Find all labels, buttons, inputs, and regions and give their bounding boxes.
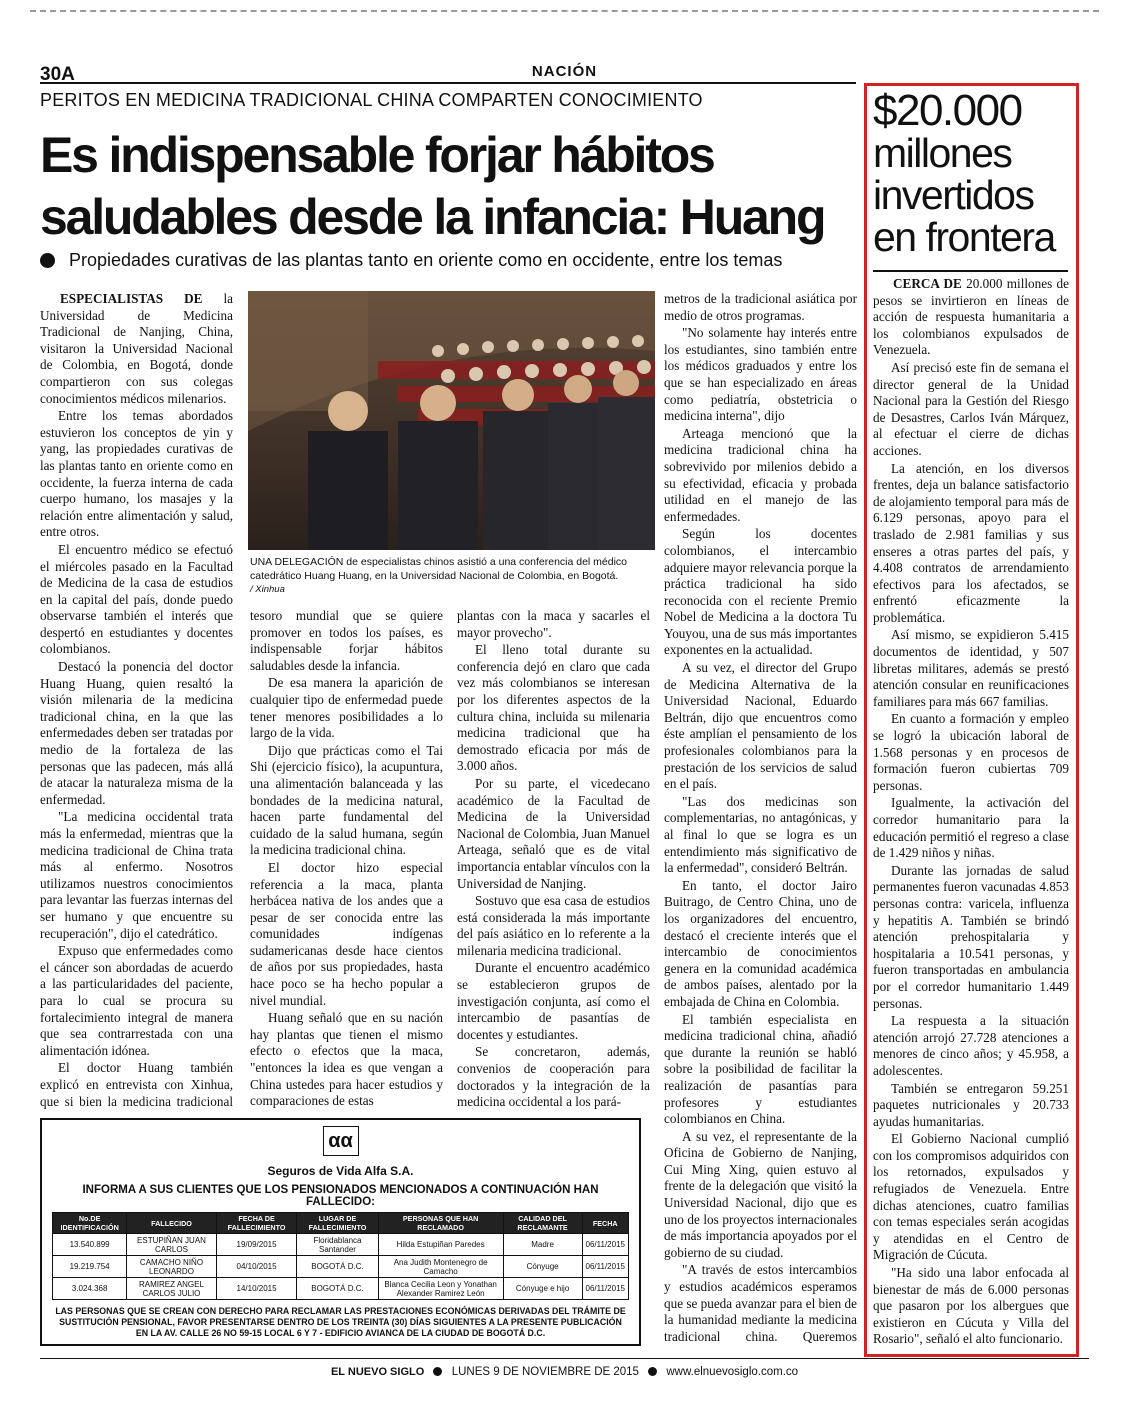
footer-rule <box>40 1358 1089 1359</box>
table-row <box>53 1278 629 1300</box>
article-photo <box>248 291 655 550</box>
paragraph: Se concretaron, además, convenios de cooperación para doctorados y la integración de la medicina occidental a los pará- <box>457 1044 650 1110</box>
paragraph: Por su parte, el vicedecano académico de la Facultad de Medicina de la Universidad Nacional de Colombia, Juan Manuel Arteaga, señaló que es de vital importancia entablar vínculos con la Universidad de Nanjing. <box>457 775 650 891</box>
ad-footer-note: LAS PERSONAS QUE SE CREAN CON DERECHO PARA RECLAMAR LAS PRESTACIONES ECONÓMICAS DERIVADAS DEL TRÁMITE DE SUSTITUCIÓN PENSIONAL, FAVOR PRESENTARSE DENTRO DE LOS TREINTA (30) DÍAS SIGUIENTES A LA PRESENTE PUBLICACIÓN EN LA AV. CALLE 26 NO 59-15 LOCAL 6 Y 7 - EDIFICIO AVIANCA DE LA CIUDAD DE BOGOTÁ D.C. <box>55 1306 626 1338</box>
paragraph <box>40 291 233 407</box>
column-header: PERSONAS QUE HAN RECLAMADO <box>378 1213 503 1234</box>
table-cell: 06/11/2015 <box>582 1234 629 1256</box>
table-cell: 06/11/2015 <box>582 1256 629 1278</box>
paragraph: En cuanto a formación y empleo se logró la ubicación laboral de 1.568 personas y en procesos de formación fueron cubiertas 709 personas. <box>873 711 1069 793</box>
paragraph <box>873 276 1069 359</box>
table-cell: Cónyuge <box>503 1256 582 1278</box>
bullet-icon <box>40 253 55 268</box>
article-column-1 <box>40 291 233 1111</box>
sidebar-title-line: en frontera <box>873 214 1055 260</box>
table-cell: 04/10/2015 <box>216 1256 297 1278</box>
table-cell: 19/09/2015 <box>216 1234 297 1256</box>
bullet-icon <box>648 1367 657 1376</box>
paragraph: Huang señaló que en su nación hay plantas que tienen el mismo efecto o efectos que la maca, "entonces la idea es que vengan a China ustedes para hacer estudios y comparaciones de estas <box>250 1010 443 1109</box>
paragraph: "Las dos medicinas son complementarias, no antagónicas, y al final lo que se logra es un entendimiento más significativo de la enfermedad", consideró Beltrán. <box>664 793 857 876</box>
sidebar-title-amount: $20.000 <box>873 86 1022 135</box>
sidebar-rule <box>873 270 1068 272</box>
sidebar-title-line: invertidos <box>873 172 1034 218</box>
paragraph: El doctor hizo especial referencia a la maca, planta herbácea nativa de los andes que a pesar de ser conocida entre las comunidades indígenas sudamericanas desde hace cientos de años por sus propiedades, hasta hace poco se ha hecho popular a nivel mundial. <box>250 859 443 1008</box>
paragraph: Durante el encuentro académico se establecieron grupos de investigación conjunta, así como el intercambio de pasantías de docentes y estudiantes. <box>457 960 650 1042</box>
paragraph: plantas con la maca y sacarles el mayor provecho". <box>457 608 650 640</box>
paragraph: "No solamente hay interés entre los estudiantes, sino también entre los médicos graduados y entre los que se han especializado en áreas como pediatría, obstetricia o medicina interna", dijo <box>664 325 857 424</box>
page-footer <box>0 1366 1129 1378</box>
table-cell: CAMACHO NIÑO LEONARDO <box>127 1256 216 1278</box>
paragraph: Destacó la ponencia del doctor Huang Huang, quien resaltó la visión milenaria de la medicina tradicional china, en la que las enfermedades deben ser tratadas por medio de la fortaleza de las personas que las padecen, más allá de atacar la naturaleza misma de la enfermedad. <box>40 659 233 807</box>
paragraph: También se entregaron 59.251 paquetes nutricionales y 20.733 ayudas humanitarias. <box>873 1080 1069 1129</box>
paragraph: Dijo que prácticas como el Tai Shi (ejercicio físico), la acupuntura, una alimentación balanceada y las bondades de la medicina natural, hacen parte fundamental del cuidado de la salud humana, según la medicina tradicional china. <box>250 742 443 858</box>
paragraph: A su vez, el representante de la Oficina de Gobierno de Nanjing, Cui Ming Xing, quien estuvo al frente de la delegación que visitó la Universidad Nacional, dijo que es uno de los proyectos internacionales de más importancia apoyados por el gobierno de su ciudad. <box>664 1128 857 1260</box>
table-cell: Cónyuge e hijo <box>503 1278 582 1300</box>
column-header: FECHA <box>582 1213 629 1234</box>
paragraph: El Gobierno Nacional cumplió con los compromisos adquiridos con los retornados, expulsados y refugiados de Venezuela. Entre dichas atenciones, cuatro familias con temas especiales serán acogidas y atendidas en el Centro de Migración de Cúcuta. <box>873 1131 1069 1263</box>
photo-caption <box>250 555 655 597</box>
paragraph: La atención, en los diversos frentes, deja un balance satisfactorio de alojamiento temporal para más de 6.129 personas, apoyo para el traslado de 2.981 familias y sus enseres a otras partes del país, y 4.408 contratos de arrendamiento efectivos para los afectados, se enfrentó eficazmente la problemática. <box>873 460 1069 625</box>
alfa-logo-icon: αα <box>323 1126 359 1156</box>
table-cell: ESTUPIÑAN JUAN CARLOS <box>127 1234 216 1256</box>
table-cell: Blanca Cecilia Leon y Yonathan Alexander Ramirez León <box>378 1278 503 1300</box>
website-url: www.elnuevosiglo.com.co <box>666 1366 799 1378</box>
column-header: No.DE IDENTIFICACIÓN <box>53 1213 127 1234</box>
ad-company-name: Seguros de Vida Alfa S.A. <box>267 1164 414 1178</box>
lead-text: 20.000 millones de pesos se invirtieron en líneas de acción de respuesta humanitaria a los colombianos expulsados de Venezuela. <box>873 276 1069 358</box>
paragraph: "A través de estos intercambios y estudios académicos esperamos que se pueda avanzar para el bien de la humanidad mediante la medicina tradicional china. Queremos <box>664 1262 857 1344</box>
paragraph: tesoro mundial que se quiere promover en todos los países, es indispensable forjar hábitos saludables desde la infancia. <box>250 608 443 673</box>
lead-text: la Universidad de Medicina Tradicional de Nanjing, China, visitaron la Universidad Nacional de Colombia, en Bogotá, donde compartieron con sus colegas conocimientos médicos milenarios. <box>40 291 233 406</box>
table-header-row <box>53 1213 629 1234</box>
paragraph: "Ha sido una labor enfocada al bienestar de más de 6.000 personas que pasaron por los albergues que existieron en Cúcuta y Villa del Rosario", señaló el alto funcionario. <box>873 1265 1069 1347</box>
bullet-icon <box>433 1367 442 1376</box>
photo-credit: / Xinhua <box>250 584 285 595</box>
table-cell: BOGOTÁ D.C. <box>297 1278 378 1300</box>
paragraph: Según los docentes colombianos, el intercambio adquiere mayor relevancia porque la práctica tradicional ha sido reconocida con el reciente Premio Nobel de Medicina a la doctora Tu Youyou, una de sus más importantes exponentes en la actualidad. <box>664 526 857 658</box>
deceased-table <box>52 1212 629 1300</box>
paragraph: El lleno total durante su conferencia dejó en claro que cada vez más colombianos se interesan por los diferentes aspectos de la cultura china, incluida su milenaria medicina tradicional que ha demostrado eficacia por más de 3.000 años. <box>457 642 650 774</box>
table-cell: RAMIREZ ANGEL CARLOS JULIO <box>127 1278 216 1300</box>
column-header: LUGAR DE FALLECIMIENTO <box>297 1213 378 1234</box>
paragraph: Así mismo, se expidieron 5.415 documentos de identidad, y 507 libretas militares, además se prestó atención consular en reunificaciones familiares para más 667 familias. <box>873 627 1069 709</box>
conference-audience-image <box>248 291 655 550</box>
sidebar-title-line: millones <box>873 130 1012 176</box>
article-column-4 <box>664 291 857 1346</box>
column-header: CALIDAD DEL RECLAMANTE <box>503 1213 582 1234</box>
paragraph: La respuesta a la situación atención arrojó 27.728 atenciones a menores de cinco años; y 45.958, a adolescentes. <box>873 1013 1069 1078</box>
paragraph: "La medicina occidental trata más la enfermedad, mientras que la medicina tradicional de China trata más al enfermo. Nosotros utilizamos nuestros conocimientos para levantar las fuerzas internas del ser humano y que encuentre su recuperación", dijo el catedrático. <box>40 809 233 941</box>
page-top-divider <box>30 10 1099 12</box>
paragraph: Arteaga mencionó que la medicina tradicional china ha sobrevivido por milenios debido a su efectividad, eficacia y probada utilidad en el manejo de las enfermedades. <box>664 425 857 524</box>
paragraph: Durante las jornadas de salud permanentes fueron vacunadas 4.853 personas contra: varicela, influenza y hepatitis A. También se brindó atención prehospitalaria y hospitalaria a 10.541 personas, y fueron transportadas en ambulancia por el corredor humanitario 1.449 personas. <box>873 862 1069 1011</box>
table-cell: 06/11/2015 <box>582 1278 629 1300</box>
paragraph: El doctor Huang también explicó en entrevista con Xinhua, que si bien la medicina tradicional <box>40 1060 233 1109</box>
paragraph: El también especialista en medicina tradicional china, añadió que durante la reunión se habló sobre la posibilidad de facilitar la realización de pasantías para profesores y estudiantes colombianos en China. <box>664 1011 857 1127</box>
table-cell: BOGOTÁ D.C. <box>297 1256 378 1278</box>
table-cell: 13.540.899 <box>53 1234 127 1256</box>
table-cell: 19.219.754 <box>53 1256 127 1278</box>
paragraph: En tanto, el doctor Jairo Buitrago, de Centro China, uno de los organizadores del encuentro, destacó el creciente interés que el intercambio de conocimientos genera en la comunidad académica de ambos países, alentado por la embajada de China en Colombia. <box>664 877 857 1009</box>
header-rule <box>40 82 856 84</box>
obituary-notice-ad <box>40 1118 641 1346</box>
paragraph: Así precisó este fin de semana el director general de la Unidad Nacional para la Gestión del Riesgo de Desastres, Carlos Iván Márquez, al efectuar el cierre de dichas acciones. <box>873 359 1069 458</box>
table-cell: Hilda Estupiñan Paredes <box>378 1234 503 1256</box>
table-cell: 14/10/2015 <box>216 1278 297 1300</box>
headline-line-1: Es indispensable forjar hábitos <box>40 127 714 183</box>
section-name: NACIÓN <box>531 63 598 80</box>
paragraph: Entre los temas abordados estuvieron los conceptos de yin y yang, las propiedades curativas de las plantas tanto en oriente como en occidente, la fuerza interna de cada cuerpo humano, los masajes y la relación entre alimentación y salud, entre otros. <box>40 408 233 540</box>
paragraph: Expuso que enfermedades como el cáncer son abordadas de acuerdo a las particularidades del paciente, para lo cual se procura su fortalecimiento integral de manera que sea contrarrestada con una alimentación idónea. <box>40 943 233 1058</box>
caption-text: UNA DELEGACIÓN de especialistas chinos asistió a una conferencia del médico catedrático Huang Huang, en la Universidad Nacional de Colombia, en Bogotá. <box>250 556 628 582</box>
paragraph: A su vez, el director del Grupo de Medicina Alternativa de la Universidad Nacional, Eduardo Beltrán, dijo que encuentros como éste amplían el pensamiento de los profesionales colombianos para la prestación de los servicios de salud en el país. <box>664 660 857 792</box>
table-cell: Ana Judith Montenegro de Camacho <box>378 1256 503 1278</box>
lead-in: CERCA DE <box>893 276 962 291</box>
sidebar-title <box>873 86 1078 260</box>
column-header: FECHA DE FALLECIMIENTO <box>216 1213 297 1234</box>
article-column-2 <box>250 608 443 1113</box>
paragraph: metros de la tradicional asiática por medio de otros programas. <box>664 291 857 323</box>
column-header: FALLECIDO <box>127 1213 216 1234</box>
article-kicker: PERITOS EN MEDICINA TRADICIONAL CHINA COMPARTEN CONOCIMIENTO <box>40 90 703 110</box>
article-headline <box>40 124 856 248</box>
table-row <box>53 1234 629 1256</box>
page-number: 30A <box>40 64 75 85</box>
table-row <box>53 1256 629 1278</box>
paragraph: El encuentro médico se efectuó el miércoles pasado en la Facultad de Medicina de la casa de estudios en la capital del país, donde puedo observarse también el interés que despertó en estudiantes y docentes colombianos. <box>40 541 233 657</box>
table-cell: 3.024.368 <box>53 1278 127 1300</box>
newspaper-name: EL NUEVO SIGLO <box>330 1366 425 1378</box>
table-cell: Madre <box>503 1234 582 1256</box>
paragraph: Igualmente, la activación del corredor humanitario para la educación permitió el regreso a clase de 1.429 niños y niñas. <box>873 795 1069 861</box>
ad-intro: INFORMA A SUS CLIENTES QUE LOS PENSIONADOS MENCIONADOS A CONTINUACIÓN HAN FALLECIDO: <box>82 1184 599 1208</box>
publication-date: LUNES 9 DE NOVIEMBRE DE 2015 <box>451 1366 639 1378</box>
headline-line-2: saludables desde la infancia: Huang <box>40 189 825 245</box>
article-subhead <box>40 250 856 271</box>
table-cell: Floridablanca Santander <box>297 1234 378 1256</box>
article-column-3 <box>457 608 650 1113</box>
lead-in: ESPECIALISTAS DE <box>60 291 203 306</box>
sidebar-body <box>873 276 1069 1351</box>
paragraph: De esa manera la aparición de cualquier tipo de enfermedad puede tener menores posibilidades a lo largo de la vida. <box>250 675 443 741</box>
paragraph: Sostuvo que esa casa de estudios está considerada la más importante del país asiático en lo referente a la milenaria medicina tradicional. <box>457 893 650 958</box>
subhead-text: Propiedades curativas de las plantas tanto en oriente como en occidente, entre los temas <box>69 250 783 270</box>
